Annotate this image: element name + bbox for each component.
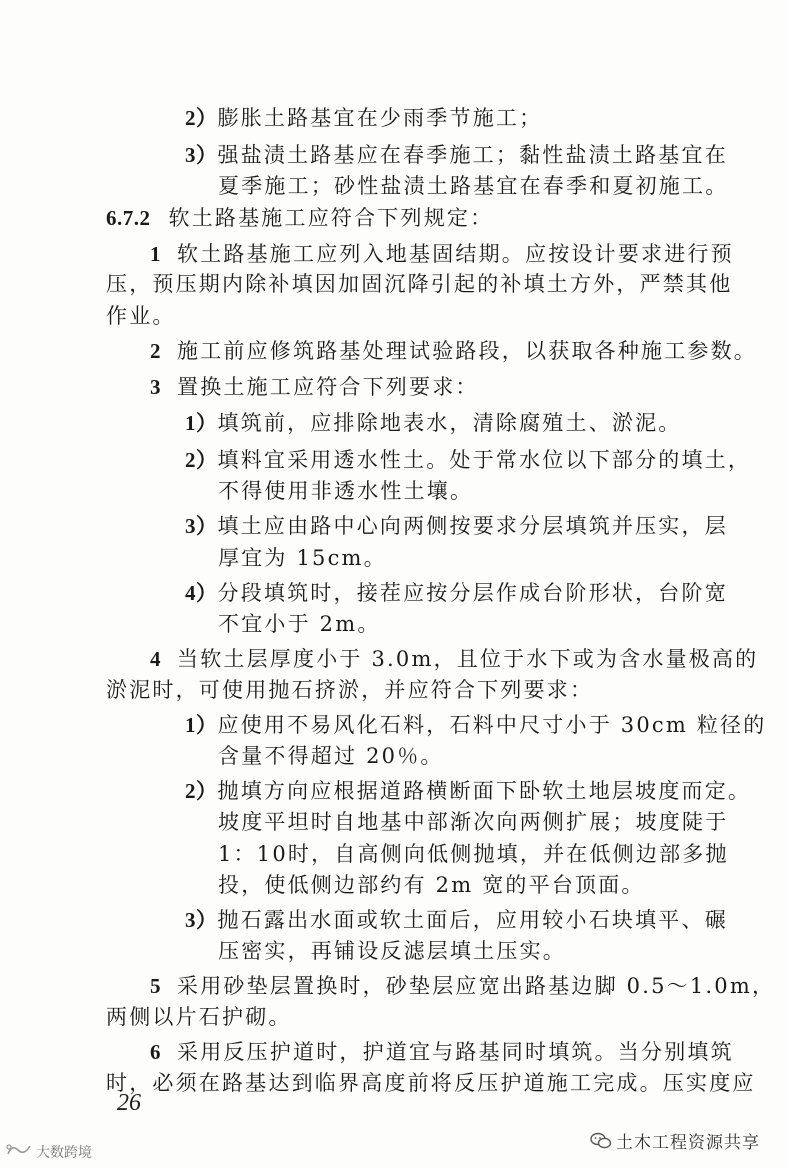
text-line: 4 当软土层厚度小于 3.0m，且位于水下或为含水量极高的 — [150, 647, 759, 671]
text-line: 两侧以片石护砌。 — [106, 1005, 292, 1029]
text-line: 5 采用砂垫层置换时，砂垫层应宽出路基边脚 0.5～1.0m， — [150, 974, 776, 998]
page-number: 26 — [117, 1090, 141, 1116]
text-line: 3 置换土施工应符合下列要求： — [150, 375, 479, 399]
text-line: 压，预压期内除补填因加固沉降引起的补填土方外，严禁其他 — [106, 272, 733, 296]
text-line: 4）分段填筑时，接茬应按分层作成台阶形状，台阶宽 — [185, 581, 728, 605]
section-heading: 6.7.2 软土路基施工应符合下列规定： — [106, 206, 494, 230]
watermark-left — [6, 1142, 92, 1162]
text-line: 6 采用反压护道时，护道宜与路基同时填筑。当分别填筑 — [150, 1040, 734, 1064]
text-line: 作业。 — [106, 304, 176, 328]
text-line: 夏季施工；砂性盐渍土路基宜在春季和夏初施工。 — [218, 174, 729, 198]
text-line: 1）填筑前，应排除地表水，清除腐殖土、淤泥。 — [185, 411, 682, 435]
text-line: 2）抛填方向应根据道路横断面下卧软土地层坡度而定。 — [185, 779, 752, 803]
text-line: 1：10时，自高侧向低侧抛填，并在低侧边部多抛 — [218, 842, 729, 866]
text-line: 坡度平坦时自地基中部渐次向两侧扩展；坡度陡于 — [218, 810, 729, 834]
text-line: 3）抛石露出水面或软土面后，应用较小石块填平、碾 — [185, 908, 728, 932]
text-line: 时，必须在路基达到临界高度前将反压护道施工完成。压实度应 — [106, 1071, 756, 1095]
text-line: 含量不得超过 20％。 — [218, 744, 444, 768]
text-line: 厚宜为 15cm。 — [218, 546, 387, 570]
text-line: 投，使低侧边部约有 2m 宽的平台顶面。 — [218, 873, 645, 897]
text-line: 2 施工前应修筑路基处理试验路段，以获取各种施工参数。 — [150, 339, 757, 363]
brand-logo-icon — [6, 1143, 32, 1161]
text-line: 1）应使用不易风化石料，石料中尺寸小于 30cm 粒径的 — [185, 713, 767, 737]
text-line: 不宜小于 2m。 — [218, 612, 381, 636]
text-line: 不得使用非透水性土壤。 — [218, 479, 474, 503]
watermark-text: 土木工程资源共享 — [616, 1133, 760, 1153]
text-line: 淤泥时，可使用抛石挤淤，并应符合下列要求： — [106, 678, 594, 702]
text-line: 3）强盐渍土路基应在春季施工；黏性盐渍土路基宜在 — [185, 143, 728, 167]
text-line: 2）膨胀土路基宜在少雨季节施工； — [185, 106, 543, 130]
wechat-icon — [590, 1132, 612, 1150]
text-line: 压密实，再铺设反滤层填土压实。 — [218, 939, 566, 963]
watermark-right — [590, 1128, 760, 1153]
text-line: 3）填土应由路中心向两侧按要求分层填筑并压实，层 — [185, 514, 728, 538]
text-line: 1 软土路基施工应列入地基固结期。应按设计要求进行预 — [150, 242, 734, 266]
text-line: 2）填料宜采用透水性土。处于常水位以下部分的填土， — [185, 448, 752, 472]
watermark-left-text: 大数跨境 — [36, 1145, 92, 1161]
